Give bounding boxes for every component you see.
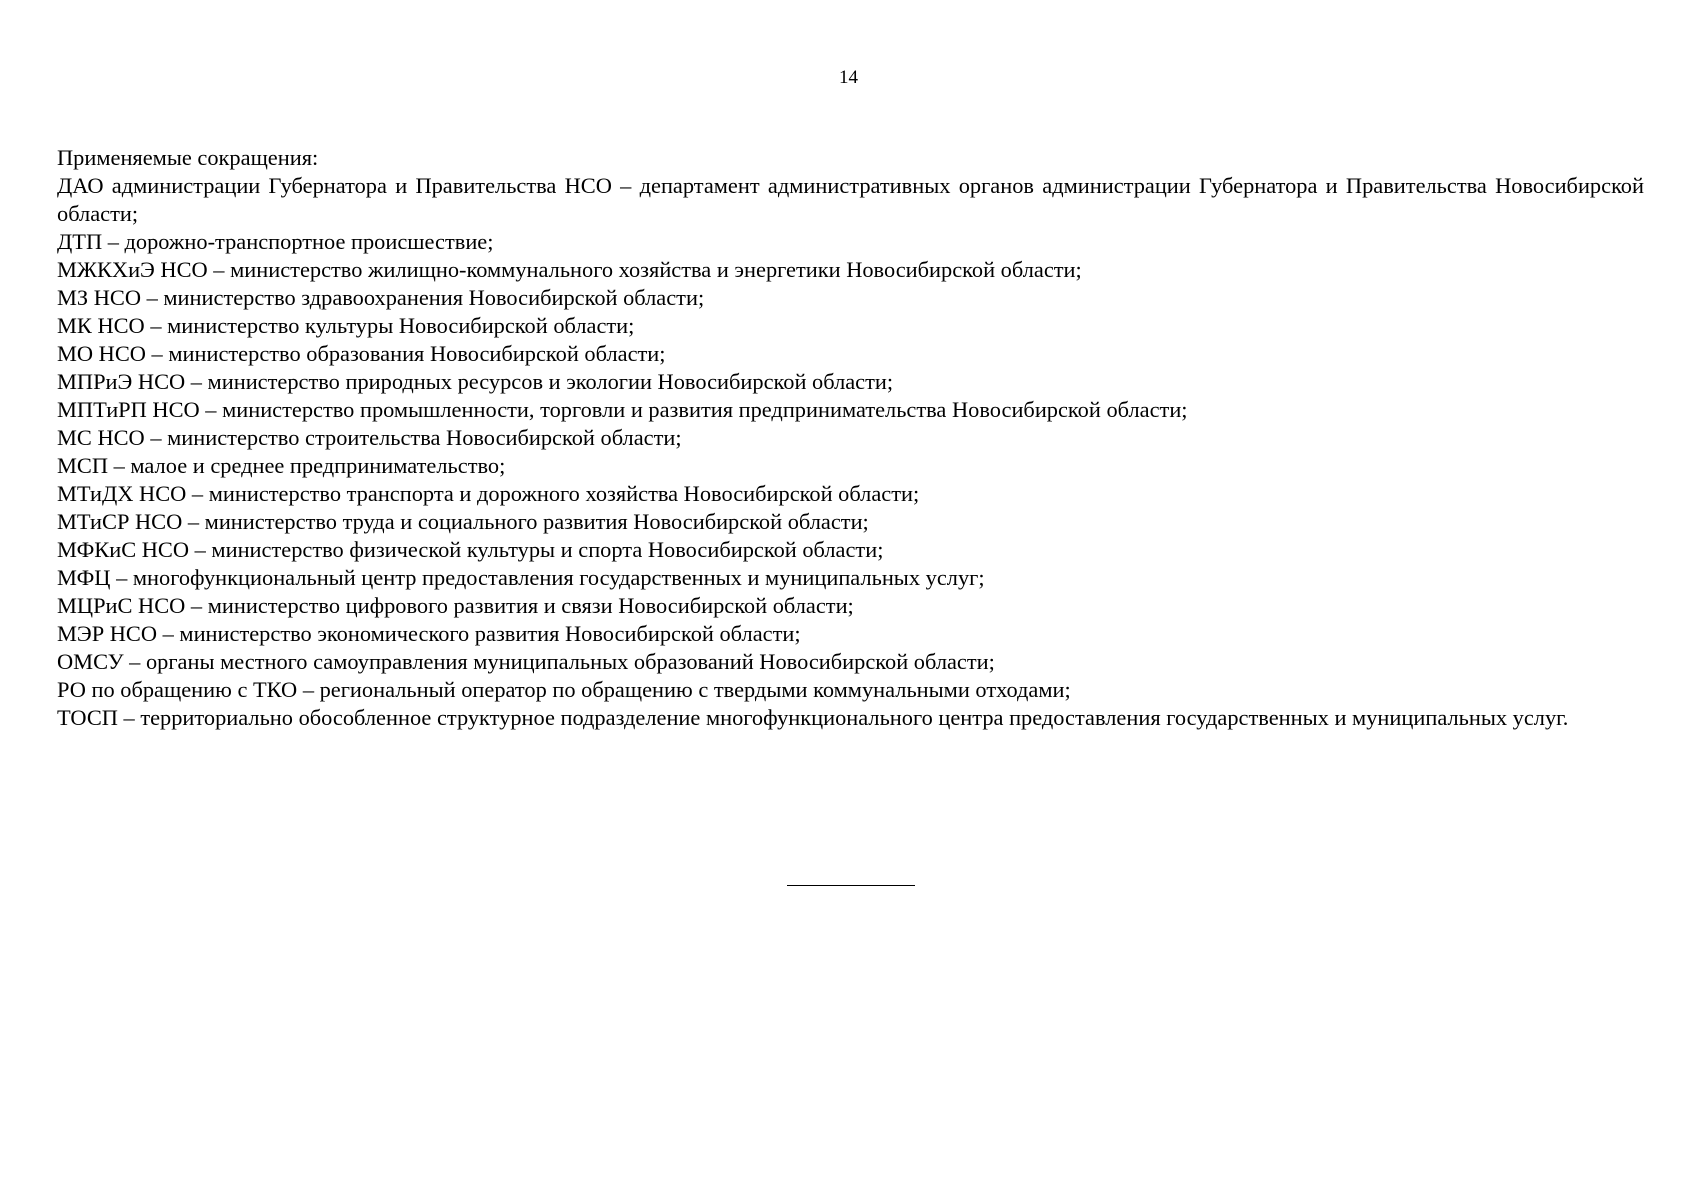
abbreviation-item: МФКиС НСО – министерство физической культуры и спорта Новосибирской области;	[57, 537, 884, 562]
abbreviations-list	[57, 144, 1644, 732]
end-of-document-rule	[787, 885, 915, 886]
abbreviation-item: МК НСО – министерство культуры Новосибирской области;	[57, 313, 635, 338]
abbreviation-item: МФЦ – многофункциональный центр предоставления государственных и муниципальных услуг;	[57, 565, 985, 590]
abbreviation-item: МПТиРП НСО – министерство промышленности, торговли и развития предпринимательства Новосибирской области;	[57, 397, 1188, 422]
abbreviation-item: МЦРиС НСО – министерство цифрового развития и связи Новосибирской области;	[57, 593, 854, 618]
abbreviation-item: РО по обращению с ТКО – региональный оператор по обращению с твердыми коммунальными отходами;	[57, 677, 1071, 702]
page-number: 14	[839, 67, 858, 88]
abbreviation-item: МСП – малое и среднее предпринимательство;	[57, 453, 506, 478]
abbreviation-item: МЖКХиЭ НСО – министерство жилищно-коммунального хозяйства и энергетики Новосибирской области;	[57, 257, 1082, 282]
abbreviation-item: МС НСО – министерство строительства Новосибирской области;	[57, 425, 682, 450]
abbreviation-item: ДТП – дорожно-транспортное происшествие;	[57, 229, 494, 254]
abbreviation-item: ДАО администрации Губернатора и Правительства НСО – департамент административных органов администрации Губернатора и Правительства Новосибирской области;	[57, 173, 1644, 226]
abbreviation-item: МПРиЭ НСО – министерство природных ресурсов и экологии Новосибирской области;	[57, 369, 894, 394]
abbreviation-item: МТиДХ НСО – министерство транспорта и дорожного хозяйства Новосибирской области;	[57, 481, 920, 506]
abbreviation-item: МЗ НСО – министерство здравоохранения Новосибирской области;	[57, 285, 705, 310]
abbreviation-item: МТиСР НСО – министерство труда и социального развития Новосибирской области;	[57, 509, 869, 534]
abbreviation-item: МЭР НСО – министерство экономического развития Новосибирской области;	[57, 621, 801, 646]
abbreviation-item: МО НСО – министерство образования Новосибирской области;	[57, 341, 666, 366]
abbreviation-item: ОМСУ – органы местного самоуправления муниципальных образований Новосибирской области;	[57, 649, 995, 674]
abbreviations-heading: Применяемые сокращения:	[57, 145, 319, 170]
abbreviation-item: ТОСП – территориально обособленное структурное подразделение многофункционального центра предоставления государственных и муниципальных услуг.	[57, 705, 1569, 730]
